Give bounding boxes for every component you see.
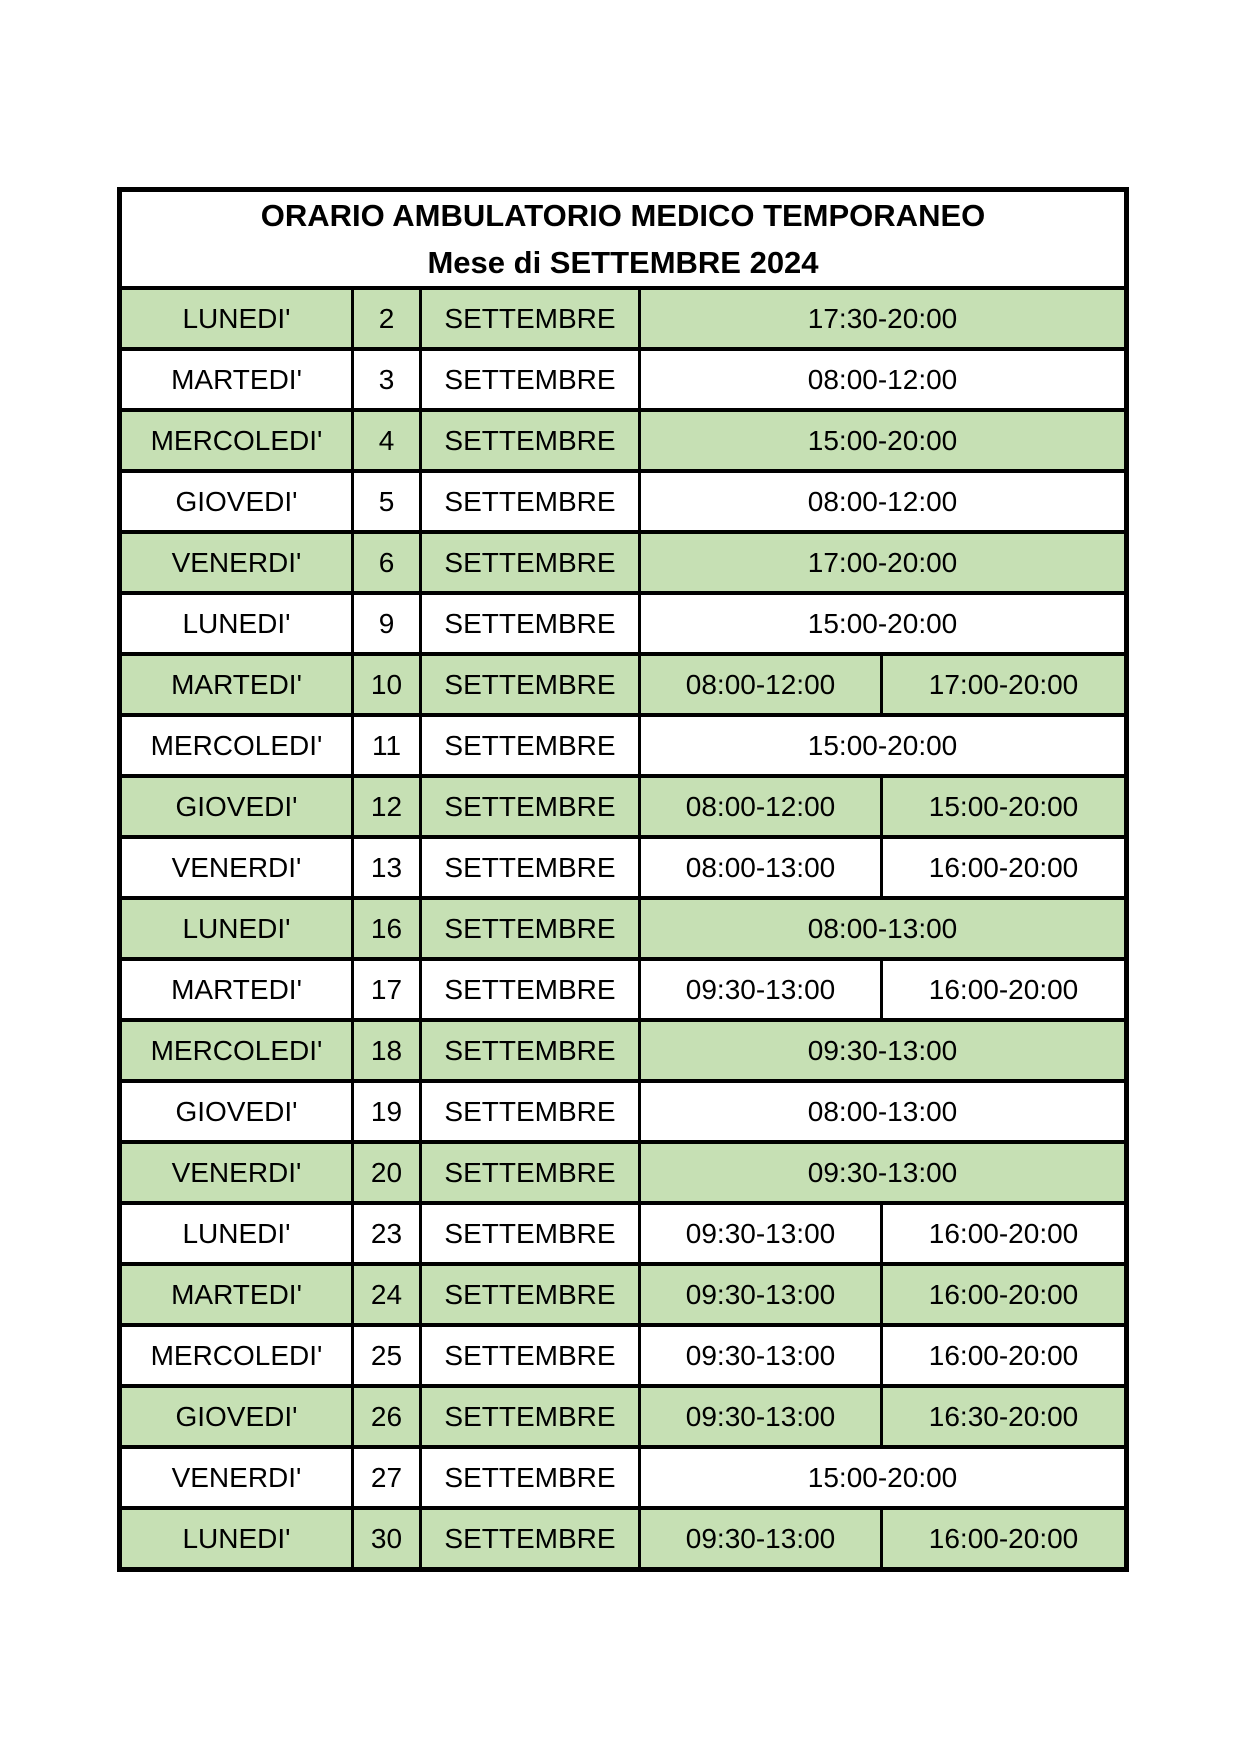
- time-cell-merged: 08:00-13:00: [640, 898, 1127, 959]
- date-cell: 16: [353, 898, 421, 959]
- schedule-row: [120, 593, 1127, 654]
- time-cell-morning: 09:30-13:00: [640, 1325, 882, 1386]
- time-cell-morning: 08:00-12:00: [640, 654, 882, 715]
- time-cell-morning: 09:30-13:00: [640, 1264, 882, 1325]
- day-cell: VENERDI': [120, 837, 353, 898]
- month-cell: SETTEMBRE: [421, 1264, 640, 1325]
- schedule-row: [120, 1020, 1127, 1081]
- date-cell: 23: [353, 1203, 421, 1264]
- schedule-row: [120, 898, 1127, 959]
- day-cell: GIOVEDI': [120, 471, 353, 532]
- time-cell-merged: 09:30-13:00: [640, 1020, 1127, 1081]
- day-cell: MERCOLEDI': [120, 410, 353, 471]
- time-cell-afternoon: 16:00-20:00: [882, 1508, 1127, 1570]
- title-line-2: Mese di SETTEMBRE 2024: [427, 245, 819, 280]
- month-cell: SETTEMBRE: [421, 715, 640, 776]
- month-cell: SETTEMBRE: [421, 1081, 640, 1142]
- title-row: [120, 190, 1127, 289]
- time-cell-afternoon: 16:30-20:00: [882, 1386, 1127, 1447]
- day-cell: LUNEDI': [120, 898, 353, 959]
- day-cell: MARTEDI': [120, 654, 353, 715]
- schedule-table: [117, 187, 1129, 1572]
- schedule-row: [120, 1142, 1127, 1203]
- time-cell-morning: 08:00-13:00: [640, 837, 882, 898]
- day-cell: MARTEDI': [120, 349, 353, 410]
- day-cell: MERCOLEDI': [120, 1020, 353, 1081]
- time-cell-merged: 08:00-12:00: [640, 349, 1127, 410]
- date-cell: 6: [353, 532, 421, 593]
- date-cell: 19: [353, 1081, 421, 1142]
- title-line-1: ORARIO AMBULATORIO MEDICO TEMPORANEO: [260, 198, 986, 233]
- time-cell-merged: 17:00-20:00: [640, 532, 1127, 593]
- month-cell: SETTEMBRE: [421, 593, 640, 654]
- month-cell: SETTEMBRE: [421, 959, 640, 1020]
- time-cell-merged: 08:00-12:00: [640, 471, 1127, 532]
- day-cell: LUNEDI': [120, 1508, 353, 1570]
- time-cell-merged: 17:30-20:00: [640, 288, 1127, 349]
- month-cell: SETTEMBRE: [421, 1203, 640, 1264]
- schedule-row: [120, 1081, 1127, 1142]
- time-cell-afternoon: 15:00-20:00: [882, 776, 1127, 837]
- day-cell: LUNEDI': [120, 1203, 353, 1264]
- schedule-row: [120, 410, 1127, 471]
- date-cell: 26: [353, 1386, 421, 1447]
- month-cell: SETTEMBRE: [421, 1508, 640, 1570]
- month-cell: SETTEMBRE: [421, 898, 640, 959]
- time-cell-merged: 15:00-20:00: [640, 1447, 1127, 1508]
- date-cell: 25: [353, 1325, 421, 1386]
- day-cell: VENERDI': [120, 1142, 353, 1203]
- month-cell: SETTEMBRE: [421, 410, 640, 471]
- date-cell: 20: [353, 1142, 421, 1203]
- month-cell: SETTEMBRE: [421, 1325, 640, 1386]
- schedule-row: [120, 959, 1127, 1020]
- schedule-row: [120, 1264, 1127, 1325]
- month-cell: SETTEMBRE: [421, 654, 640, 715]
- date-cell: 30: [353, 1508, 421, 1570]
- time-cell-merged: 15:00-20:00: [640, 715, 1127, 776]
- time-cell-afternoon: 16:00-20:00: [882, 1264, 1127, 1325]
- date-cell: 11: [353, 715, 421, 776]
- date-cell: 5: [353, 471, 421, 532]
- time-cell-morning: 09:30-13:00: [640, 1386, 882, 1447]
- day-cell: MERCOLEDI': [120, 715, 353, 776]
- date-cell: 9: [353, 593, 421, 654]
- schedule-row: [120, 1508, 1127, 1570]
- day-cell: VENERDI': [120, 1447, 353, 1508]
- month-cell: SETTEMBRE: [421, 1020, 640, 1081]
- time-cell-afternoon: 16:00-20:00: [882, 959, 1127, 1020]
- month-cell: SETTEMBRE: [421, 837, 640, 898]
- schedule-row: [120, 1325, 1127, 1386]
- day-cell: GIOVEDI': [120, 776, 353, 837]
- day-cell: MERCOLEDI': [120, 1325, 353, 1386]
- schedule-row: [120, 1447, 1127, 1508]
- table-title: [120, 190, 1127, 289]
- date-cell: 3: [353, 349, 421, 410]
- day-cell: GIOVEDI': [120, 1081, 353, 1142]
- month-cell: SETTEMBRE: [421, 532, 640, 593]
- schedule-row: [120, 471, 1127, 532]
- date-cell: 13: [353, 837, 421, 898]
- day-cell: MARTEDI': [120, 1264, 353, 1325]
- month-cell: SETTEMBRE: [421, 1386, 640, 1447]
- month-cell: SETTEMBRE: [421, 1447, 640, 1508]
- schedule-row: [120, 776, 1127, 837]
- time-cell-merged: 08:00-13:00: [640, 1081, 1127, 1142]
- schedule-rows: [120, 288, 1127, 1570]
- schedule-row: [120, 288, 1127, 349]
- time-cell-morning: 09:30-13:00: [640, 1508, 882, 1570]
- month-cell: SETTEMBRE: [421, 288, 640, 349]
- time-cell-merged: 15:00-20:00: [640, 593, 1127, 654]
- schedule-row: [120, 1386, 1127, 1447]
- time-cell-afternoon: 16:00-20:00: [882, 837, 1127, 898]
- schedule-row: [120, 1203, 1127, 1264]
- day-cell: MARTEDI': [120, 959, 353, 1020]
- date-cell: 4: [353, 410, 421, 471]
- day-cell: VENERDI': [120, 532, 353, 593]
- month-cell: SETTEMBRE: [421, 349, 640, 410]
- schedule-row: [120, 532, 1127, 593]
- day-cell: LUNEDI': [120, 593, 353, 654]
- schedule-row: [120, 654, 1127, 715]
- date-cell: 12: [353, 776, 421, 837]
- date-cell: 18: [353, 1020, 421, 1081]
- month-cell: SETTEMBRE: [421, 1142, 640, 1203]
- time-cell-merged: 15:00-20:00: [640, 410, 1127, 471]
- time-cell-afternoon: 17:00-20:00: [882, 654, 1127, 715]
- schedule-row: [120, 837, 1127, 898]
- date-cell: 24: [353, 1264, 421, 1325]
- schedule-row: [120, 715, 1127, 776]
- time-cell-morning: 08:00-12:00: [640, 776, 882, 837]
- day-cell: GIOVEDI': [120, 1386, 353, 1447]
- schedule-row: [120, 349, 1127, 410]
- time-cell-morning: 09:30-13:00: [640, 959, 882, 1020]
- day-cell: LUNEDI': [120, 288, 353, 349]
- time-cell-afternoon: 16:00-20:00: [882, 1203, 1127, 1264]
- date-cell: 2: [353, 288, 421, 349]
- month-cell: SETTEMBRE: [421, 471, 640, 532]
- month-cell: SETTEMBRE: [421, 776, 640, 837]
- time-cell-merged: 09:30-13:00: [640, 1142, 1127, 1203]
- time-cell-morning: 09:30-13:00: [640, 1203, 882, 1264]
- date-cell: 17: [353, 959, 421, 1020]
- time-cell-afternoon: 16:00-20:00: [882, 1325, 1127, 1386]
- date-cell: 27: [353, 1447, 421, 1508]
- date-cell: 10: [353, 654, 421, 715]
